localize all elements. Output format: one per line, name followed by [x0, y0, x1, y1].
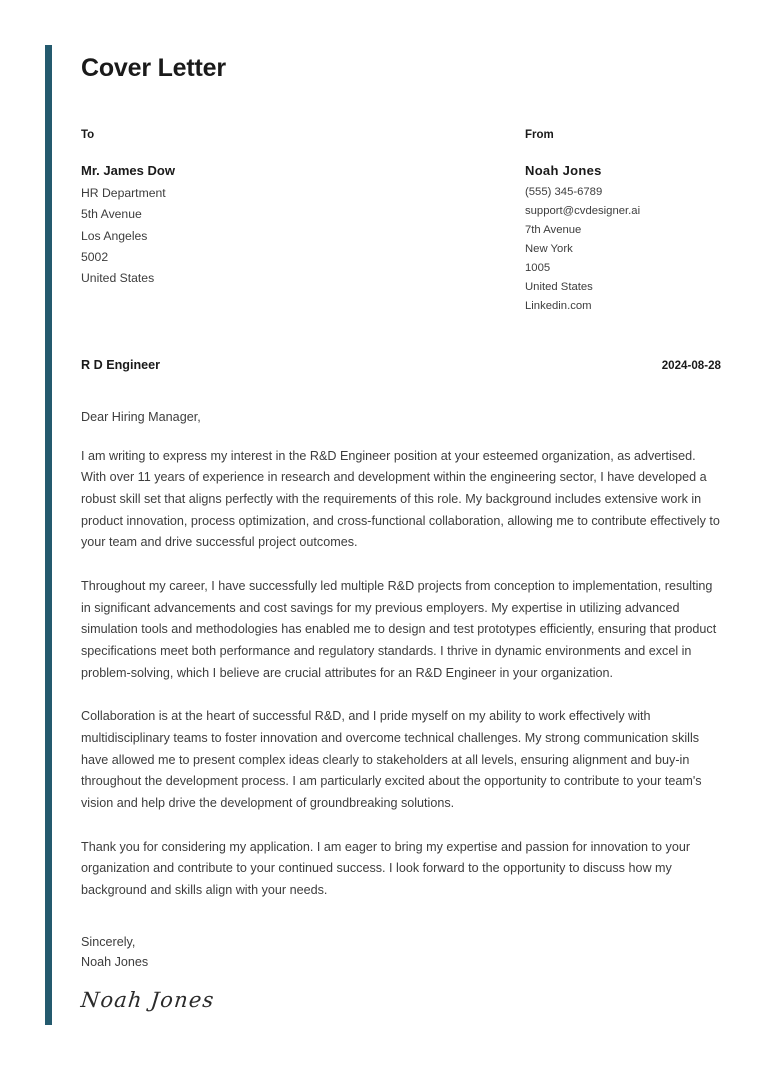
- recipient-address-line: Los Angeles: [81, 228, 148, 243]
- subject-date-row: [81, 358, 721, 372]
- recipient-address-line: 5002: [81, 250, 109, 265]
- sender-name: Noah Jones: [525, 163, 602, 178]
- document-content: [81, 45, 721, 1012]
- sender-address-line: New York: [525, 242, 573, 255]
- recipient-block: [81, 129, 525, 316]
- sender-website: Linkedin.com: [525, 299, 592, 312]
- page-title: Cover Letter: [81, 54, 226, 82]
- sender-address-line: United States: [525, 280, 593, 293]
- recipient-name: Mr. James Dow: [81, 163, 175, 178]
- sender-address-line: 1005: [525, 261, 551, 274]
- address-section: [81, 129, 721, 316]
- left-accent-bar: [45, 45, 52, 1025]
- recipient-address-line: United States: [81, 271, 155, 286]
- recipient-address-line: HR Department: [81, 186, 166, 200]
- sender-phone: (555) 345-6789: [525, 186, 603, 198]
- sender-label: From: [525, 129, 554, 141]
- signature: Noah Jones: [79, 987, 216, 1012]
- job-title: R D Engineer: [81, 357, 161, 372]
- sender-block: [525, 129, 721, 316]
- body-paragraph: Collaboration is at the heart of successful R&D, and I pride myself on my ability to work effectively with multidisciplinary teams to foster innovation and overcome technical challenges. My strong communication skills have allowed me to present complex ideas clearly to stakeholders at all levels, ensuring alignment and buy-in throughout the development process. I am particularly excited about the opportunity to contribute to your team's vision and help drive the development of groundbreaking solutions.: [81, 709, 702, 810]
- body-paragraph: Throughout my career, I have successfully led multiple R&D projects from conception to implementation, resulting in significant advancements and cost savings for my previous employers. My expertise in utilizing advanced simulation tools and methodologies has enabled me to design and test prototypes efficiently, ensuring that product specifications meet both performance and regulatory standards. I thrive in dynamic environments and excel in problem-solving, which I believe are crucial attributes for an R&D Engineer in your organization.: [81, 579, 717, 680]
- body-paragraph: I am writing to express my interest in the R&D Engineer position at your esteemed organization, as advertised. With over 11 years of experience in research and development within the engineering sector, I have developed a robust skill set that aligns perfectly with the requirements of this role. My background includes extensive work in product innovation, process optimization, and cross-functional collaboration, allowing me to contribute effectively to your team and drive successful project outcomes.: [81, 448, 720, 550]
- closing-word: Sincerely,: [81, 934, 136, 949]
- sender-email: support@cvdesigner.ai: [525, 204, 641, 217]
- letter-date: 2024-08-28: [661, 358, 721, 372]
- recipient-label: To: [81, 129, 95, 141]
- closing-block: [81, 932, 721, 1012]
- salutation: Dear Hiring Manager,: [81, 409, 201, 424]
- sender-address-line: 7th Avenue: [525, 223, 582, 236]
- closing-name: Noah Jones: [81, 954, 149, 969]
- recipient-address-line: 5th Avenue: [81, 207, 142, 222]
- body-paragraph: Thank you for considering my application. I am eager to bring my expertise and passion for innovation to your organization and contribute to your continued success. I look forward to the opportunity to discuss how my background and skills align with your needs.: [81, 839, 691, 897]
